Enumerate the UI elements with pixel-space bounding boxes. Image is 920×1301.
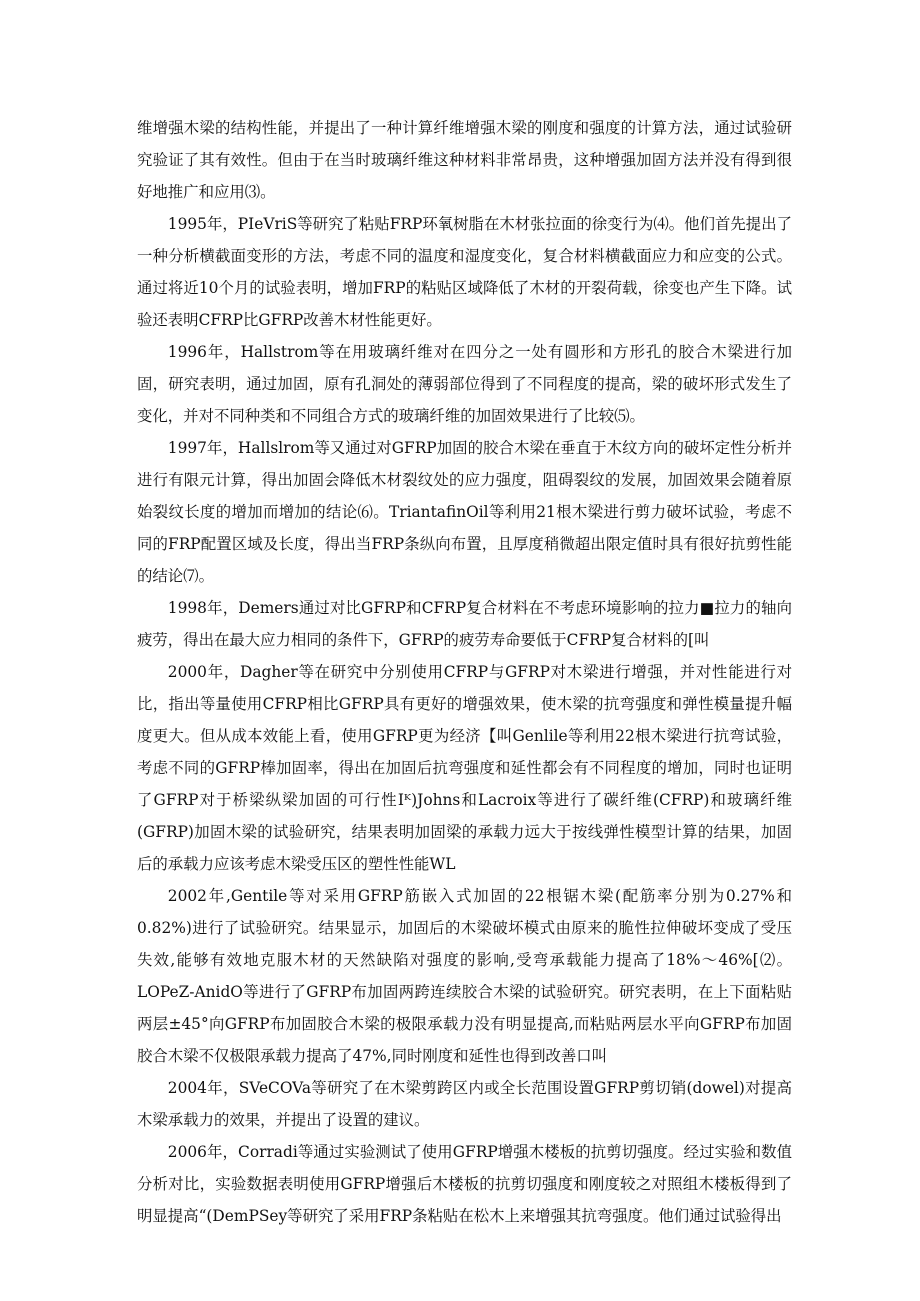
paragraph-2004: 2004年，SVeCOVa等研究了在木梁剪跨区内或全长范围设置GFRP剪切销(dowel)对提高木梁承载力的效果，并提出了设置的建议。: [137, 1079, 792, 1129]
paragraph-2000: 2000年，Dagher等在研究中分别使用CFRP与GFRP对木梁进行增强，并对性能进行对比，指出等量使用CFRP相比GFRP具有更好的增强效果，使木梁的抗弯强度和弹性模量提升幅度更大。但从成本效能上看，使用GFRP更为经济【叫Genlile等利用22根木梁进行抗弯试验，考虑不同的GFRP棒加固率，得出在加固后抗弯强度和延性都会有不同程度的增加，同时也证明了GFRP对于桥梁纵梁加固的可行性Iᴷ)Johns和Lacroix等进行了碳纤维(CFRP)和玻璃纤维(GFRP)加固木梁的试验研究，结果表明加固梁的承载力远大于按线弹性模型计算的结果，加固后的承载力应该考虑木梁受压区的塑性性能WL: [137, 663, 792, 873]
paragraph-2006: 2006年，Corradi等通过实验测试了使用GFRP增强木楼板的抗剪切强度。经过实验和数值分析对比，实验数据表明使用GFRP增强后木楼板的抗剪切强度和刚度较之对照组木楼板得到了明显提高“(DemPSey等研究了采用FRP条粘贴在松木上来增强其抗弯强度。他们通过试验得出: [137, 1143, 792, 1225]
paragraph-2002: 2002年,Gentile等对采用GFRP筋嵌入式加固的22根锯木梁(配筋率分别为0.27%和0.82%)进行了试验研究。结果显示，加固后的木梁破坏模式由原来的脆性拉伸破坏变成了受压失效,能够有效地克服木材的天然缺陷对强度的影响,受弯承载能力提高了18%～46%[⑵。LOPeZ-AnidO等进行了GFRP布加固两跨连续胶合木梁的试验研究。研究表明，在上下面粘贴两层±45°向GFRP布加固胶合木梁的极限承载力没有明显提高,而粘贴两层水平向GFRP布加固胶合木梁不仅极限承载力提高了47%,同时刚度和延性也得到改善口叫: [137, 887, 792, 1065]
body-text: [137, 112, 792, 1232]
paragraph-1997: 1997年，Hallslrom等又通过对GFRP加固的胶合木梁在垂直于木纹方向的破坏定性分析并进行有限元计算，得出加固会降低木材裂纹处的应力强度，阻碍裂纹的发展，加固效果会随着原始裂纹长度的增加而增加的结论⑹。TriantafinOil等利用21根木梁进行剪力破坏试验，考虑不同的FRP配置区域及长度，得出当FRP条纵向布置，且厚度稍微超出限定值时具有很好抗剪性能的结论⑺。: [137, 439, 792, 585]
paragraph-1998: 1998年，Demers通过对比GFRP和CFRP复合材料在不考虑环境影响的拉力■拉力的轴向疲劳，得出在最大应力相同的条件下，GFRP的疲劳寿命要低于CFRP复合材料的[叫: [137, 599, 792, 649]
paragraph-continuation: 维增强木梁的结构性能，并提出了一种计算纤维增强木梁的刚度和强度的计算方法，通过试验研究验证了其有效性。但由于在当时玻璃纤维这种材料非常昂贵，这种增强加固方法并没有得到很好地推广和应用⑶。: [137, 119, 792, 201]
paragraph-1995: 1995年，PIeVriS等研究了粘贴FRP环氧树脂在木材张拉面的徐变行为⑷。他们首先提出了一种分析横截面变形的方法，考虑不同的温度和湿度变化，复合材料横截面应力和应变的公式。通过将近10个月的试验表明，增加FRP的粘贴区域降低了木材的开裂荷载，徐变也产生下降。试验还表明CFRP比GFRP改善木材性能更好。: [137, 215, 792, 329]
paragraph-1996: 1996年，Hallstrom等在用玻璃纤维对在四分之一处有圆形和方形孔的胶合木梁进行加固，研究表明，通过加固，原有孔洞处的薄弱部位得到了不同程度的提高，梁的破坏形式发生了变化，并对不同种类和不同组合方式的玻璃纤维的加固效果进行了比较⑸。: [137, 343, 792, 425]
